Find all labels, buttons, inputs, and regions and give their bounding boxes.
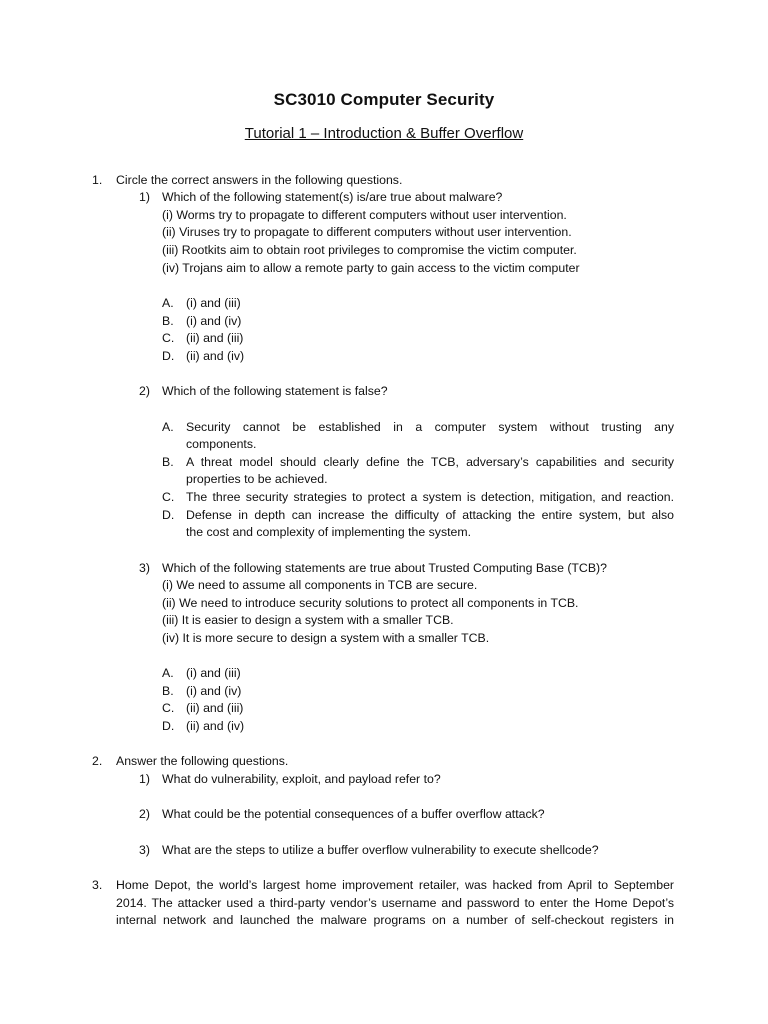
- q1-sub3-number: 3): [139, 561, 150, 575]
- q1-sub1-option-text: (ii) and (iv): [186, 349, 245, 363]
- q1-sub1-option-text: (i) and (iii): [186, 296, 241, 310]
- q1-sub2-number: 2): [139, 384, 150, 398]
- q1-sub3-option-letter: B.: [162, 684, 174, 698]
- question-3-line: internal network and launched the malware programs on a number of self-checkout registers in: [116, 913, 674, 927]
- q1-sub3-option-letter: D.: [162, 719, 175, 733]
- q2-item-number: 3): [139, 843, 150, 857]
- q1-sub3-option-letter: A.: [162, 666, 174, 680]
- q1-sub2-option-letter: C.: [162, 490, 175, 504]
- q1-sub1-number: 1): [139, 190, 150, 204]
- q1-sub2-text: Which of the following statement is false?: [162, 384, 388, 398]
- q1-sub2-option-letter: A.: [162, 420, 174, 434]
- q1-sub1-text: Which of the following statement(s) is/are true about malware?: [162, 190, 503, 204]
- q1-sub2-option-text-cont: the cost and complexity of implementing the system.: [186, 525, 472, 539]
- q1-sub1-option-letter: B.: [162, 314, 174, 328]
- q1-sub2-option-text-cont: components.: [186, 437, 257, 451]
- q1-sub3-statement: (iv) It is more secure to design a system with a smaller TCB.: [162, 631, 490, 645]
- q1-sub3-statement: (i) We need to assume all components in TCB are secure.: [162, 578, 478, 592]
- q1-sub2-option-text-cont: properties to be achieved.: [186, 472, 328, 486]
- q1-sub1-option-text: (ii) and (iii): [186, 331, 244, 345]
- q2-item-text: What could be the potential consequences of a buffer overflow attack?: [162, 807, 545, 821]
- q1-sub3-option-text: (ii) and (iv): [186, 719, 245, 733]
- question-2-number: 2.: [92, 754, 103, 768]
- q1-sub1-statement: (ii) Viruses try to propagate to different computers without user intervention.: [162, 225, 572, 239]
- q1-sub1-statement: (iii) Rootkits aim to obtain root privileges to compromise the victim computer.: [162, 243, 577, 257]
- q1-sub1-option-letter: D.: [162, 349, 175, 363]
- question-3-line: 2014. The attacker used a third-party vendor’s username and password to enter the Home Depot’s: [116, 896, 674, 910]
- q1-sub1-statement: (iv) Trojans aim to allow a remote party to gain access to the victim computer: [162, 261, 580, 275]
- question-1-number: 1.: [92, 173, 103, 187]
- page-subtitle: Tutorial 1 – Introduction & Buffer Overflow: [244, 125, 524, 142]
- q1-sub3-option-text: (ii) and (iii): [186, 701, 244, 715]
- q1-sub2-option-text: A threat model should clearly define the TCB, adversary’s capabilities and security: [186, 455, 674, 469]
- q1-sub1-option-letter: C.: [162, 331, 175, 345]
- q2-item-number: 2): [139, 807, 150, 821]
- q1-sub1-option-text: (i) and (iv): [186, 314, 242, 328]
- q2-item-text: What do vulnerability, exploit, and payload refer to?: [162, 772, 441, 786]
- page-title: SC3010 Computer Security: [273, 90, 495, 109]
- q1-sub3-option-text: (i) and (iii): [186, 666, 241, 680]
- q1-sub2-option-text: Defense in depth can increase the difficulty of attacking the entire system, but also: [186, 508, 674, 522]
- q2-item-text: What are the steps to utilize a buffer overflow vulnerability to execute shellcode?: [162, 843, 599, 857]
- question-2-text: Answer the following questions.: [116, 754, 289, 768]
- q1-sub1-option-letter: A.: [162, 296, 174, 310]
- q2-item-number: 1): [139, 772, 150, 786]
- q1-sub1-statement: (i) Worms try to propagate to different computers without user intervention.: [162, 208, 567, 222]
- q1-sub3-option-letter: C.: [162, 701, 175, 715]
- question-3-line: Home Depot, the world’s largest home improvement retailer, was hacked from April to September: [116, 878, 674, 892]
- question-3-number: 3.: [92, 878, 103, 892]
- q1-sub2-option-text: Security cannot be established in a computer system without trusting any: [186, 420, 674, 434]
- q1-sub3-text: Which of the following statements are true about Trusted Computing Base (TCB)?: [162, 561, 607, 575]
- q1-sub2-option-letter: D.: [162, 508, 175, 522]
- question-1-text: Circle the correct answers in the following questions.: [116, 173, 403, 187]
- q1-sub3-statement: (ii) We need to introduce security solutions to protect all components in TCB.: [162, 596, 579, 610]
- q1-sub2-option-letter: B.: [162, 455, 174, 469]
- q1-sub3-option-text: (i) and (iv): [186, 684, 242, 698]
- q1-sub2-option-text: The three security strategies to protect a system is detection, mitigation, and reaction.: [186, 490, 674, 504]
- q1-sub3-statement: (iii) It is easier to design a system with a smaller TCB.: [162, 613, 454, 627]
